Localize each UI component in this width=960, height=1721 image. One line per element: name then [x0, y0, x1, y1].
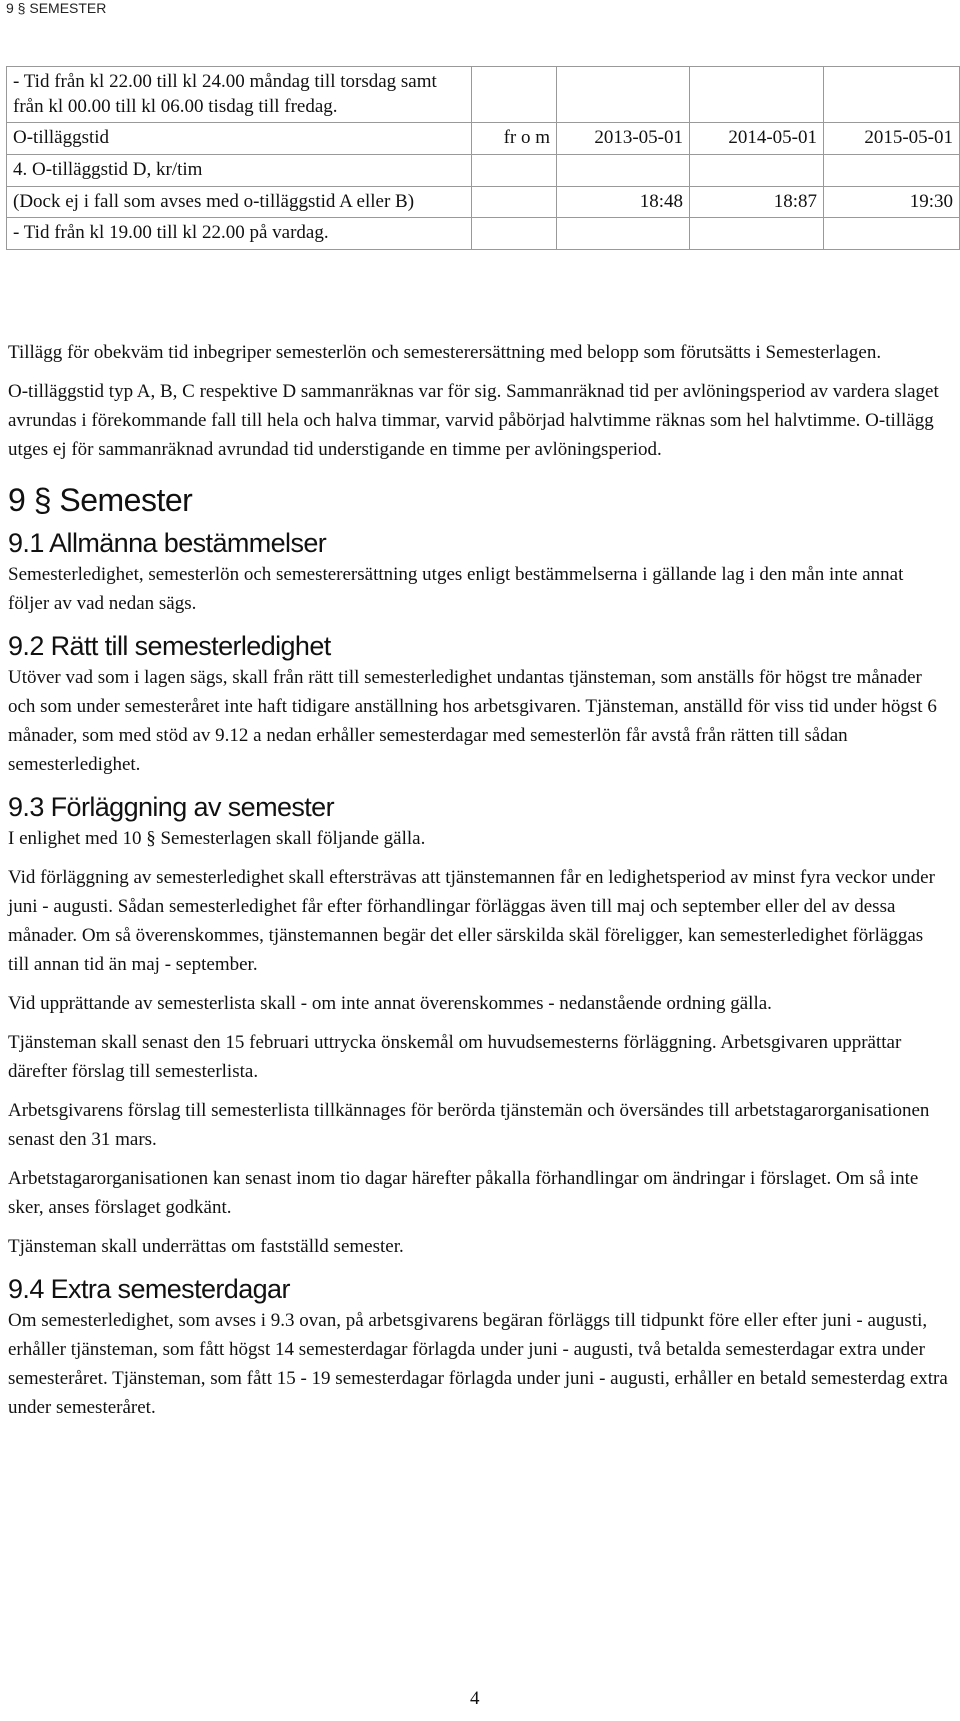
body-paragraph: Tillägg för obekväm tid inbegriper semesterlön och semesterersättning med belopp som förutsätts i Semesterlagen. — [8, 342, 882, 363]
body-paragraph: Tjänsteman skall underrättas om fastställd semester. — [8, 1236, 404, 1257]
table-row — [7, 155, 960, 187]
document-body — [8, 338, 948, 1432]
table-cell-date: 2015-05-01 — [824, 123, 960, 155]
section-heading-9-2: 9.2 Rätt till semesterledighet — [8, 631, 331, 661]
body-paragraph: I enlighet med 10 § Semesterlagen skall följande gälla. — [8, 828, 426, 849]
table-cell-label: - Tid från kl 22.00 till kl 24.00 måndag till torsdag samt från kl 00.00 till kl 06.00 tisdag till fredag. — [7, 67, 472, 123]
section-heading-9-1: 9.1 Allmänna bestämmelser — [8, 528, 327, 558]
body-paragraph: Vid upprättande av semesterlista skall - om inte annat överenskommes - nedanstående ordning gälla. — [8, 993, 772, 1014]
table-cell-value: 18:87 — [690, 186, 824, 218]
table-cell-date: 2013-05-01 — [557, 123, 690, 155]
table-cell-date: 2014-05-01 — [690, 123, 824, 155]
body-paragraph: Arbetstagarorganisationen kan senast inom tio dagar härefter påkalla förhandlingar om ändringar i förslaget. Om så inte sker, anses förslaget godkänt. — [8, 1168, 919, 1218]
table-row — [7, 67, 960, 123]
running-header: 9 § SEMESTER — [6, 0, 107, 16]
body-paragraph: Vid förläggning av semesterledighet skall eftersträvas att tjänstemannen får en ledighetsperiod av minst fyra veckor under juni - augusti. Sådan semesterledighet får efter förhandlingar förläggas även till maj och september eller del av dessa månader. Om så överenskommes, tjänstemannen begär det eller särskilda skäl föreligger, kan semesterledighet förläggas till annan tid än maj - september. — [8, 867, 935, 975]
table-row — [7, 123, 960, 155]
table-row — [7, 218, 960, 250]
body-paragraph: Om semesterledighet, som avses i 9.3 ovan, på arbetsgivarens begäran förläggs till tidpunkt före eller efter juni - augusti, erhåller tjänsteman, som fått högst 14 semesterdagar förlagda under juni - augusti, två betalda semesterdagar extra under semesteråret. Tjänsteman, som fått 15 - 19 semesterdagar förlagda under juni - augusti, erhåller en betald semesterdag extra under semesteråret. — [8, 1310, 948, 1418]
body-paragraph: Utöver vad som i lagen sägs, skall från rätt till semesterledighet undantas tjänsteman, som anställs för högst tre månader och som under semesteråret inte haft tidigare anställning hos arbetsgivaren. Tjänsteman, anställd för viss tid under högst 6 månader, som med stöd av 9.12 a nedan erhåller semesterdagar med semesterlön får avstå från rätten till sådan semesterledighet. — [8, 667, 937, 775]
table-cell-value: 18:48 — [557, 186, 690, 218]
table-cell-label: - Tid från kl 19.00 till kl 22.00 på vardag. — [7, 218, 472, 250]
o-tillagg-table — [6, 66, 960, 250]
table-row — [7, 186, 960, 218]
body-paragraph: O-tilläggstid typ A, B, C respektive D sammanräknas var för sig. Sammanräknad tid per avlöningsperiod av vardera slaget avrundas i förekommande fall till hela och halva timmar, varvid påbörjad halvtimme räknas som hel halvtimme. O-tillägg utges ej för sammanräknad avrundad tid understigande en timme per avlöningsperiod. — [8, 381, 939, 460]
body-paragraph: Tjänsteman skall senast den 15 februari uttrycka önskemål om huvudsemesterns förläggning. Arbetsgivaren upprättar därefter förslag till semesterlista. — [8, 1032, 902, 1082]
section-heading-9-3: 9.3 Förläggning av semester — [8, 792, 334, 822]
table-cell-from-label: fr o m — [472, 123, 557, 155]
section-heading-9-4: 9.4 Extra semesterdagar — [8, 1274, 290, 1304]
table-cell-label: (Dock ej i fall som avses med o-tilläggstid A eller B) — [7, 186, 472, 218]
table-cell-label: O-tilläggstid — [7, 123, 472, 155]
table-cell-label: 4. O-tilläggstid D, kr/tim — [7, 155, 472, 187]
table-cell-value: 19:30 — [824, 186, 960, 218]
body-paragraph: Semesterledighet, semesterlön och semesterersättning utges enligt bestämmelserna i gällande lag i den mån inte annat följer av vad nedan sägs. — [8, 564, 904, 614]
body-paragraph: Arbetsgivarens förslag till semesterlista tillkännages för berörda tjänstemän och översändes till arbetstagarorganisationen senast den 31 mars. — [8, 1100, 930, 1150]
page-number: 4 — [470, 1688, 480, 1709]
chapter-title: 9 § Semester — [8, 482, 193, 518]
